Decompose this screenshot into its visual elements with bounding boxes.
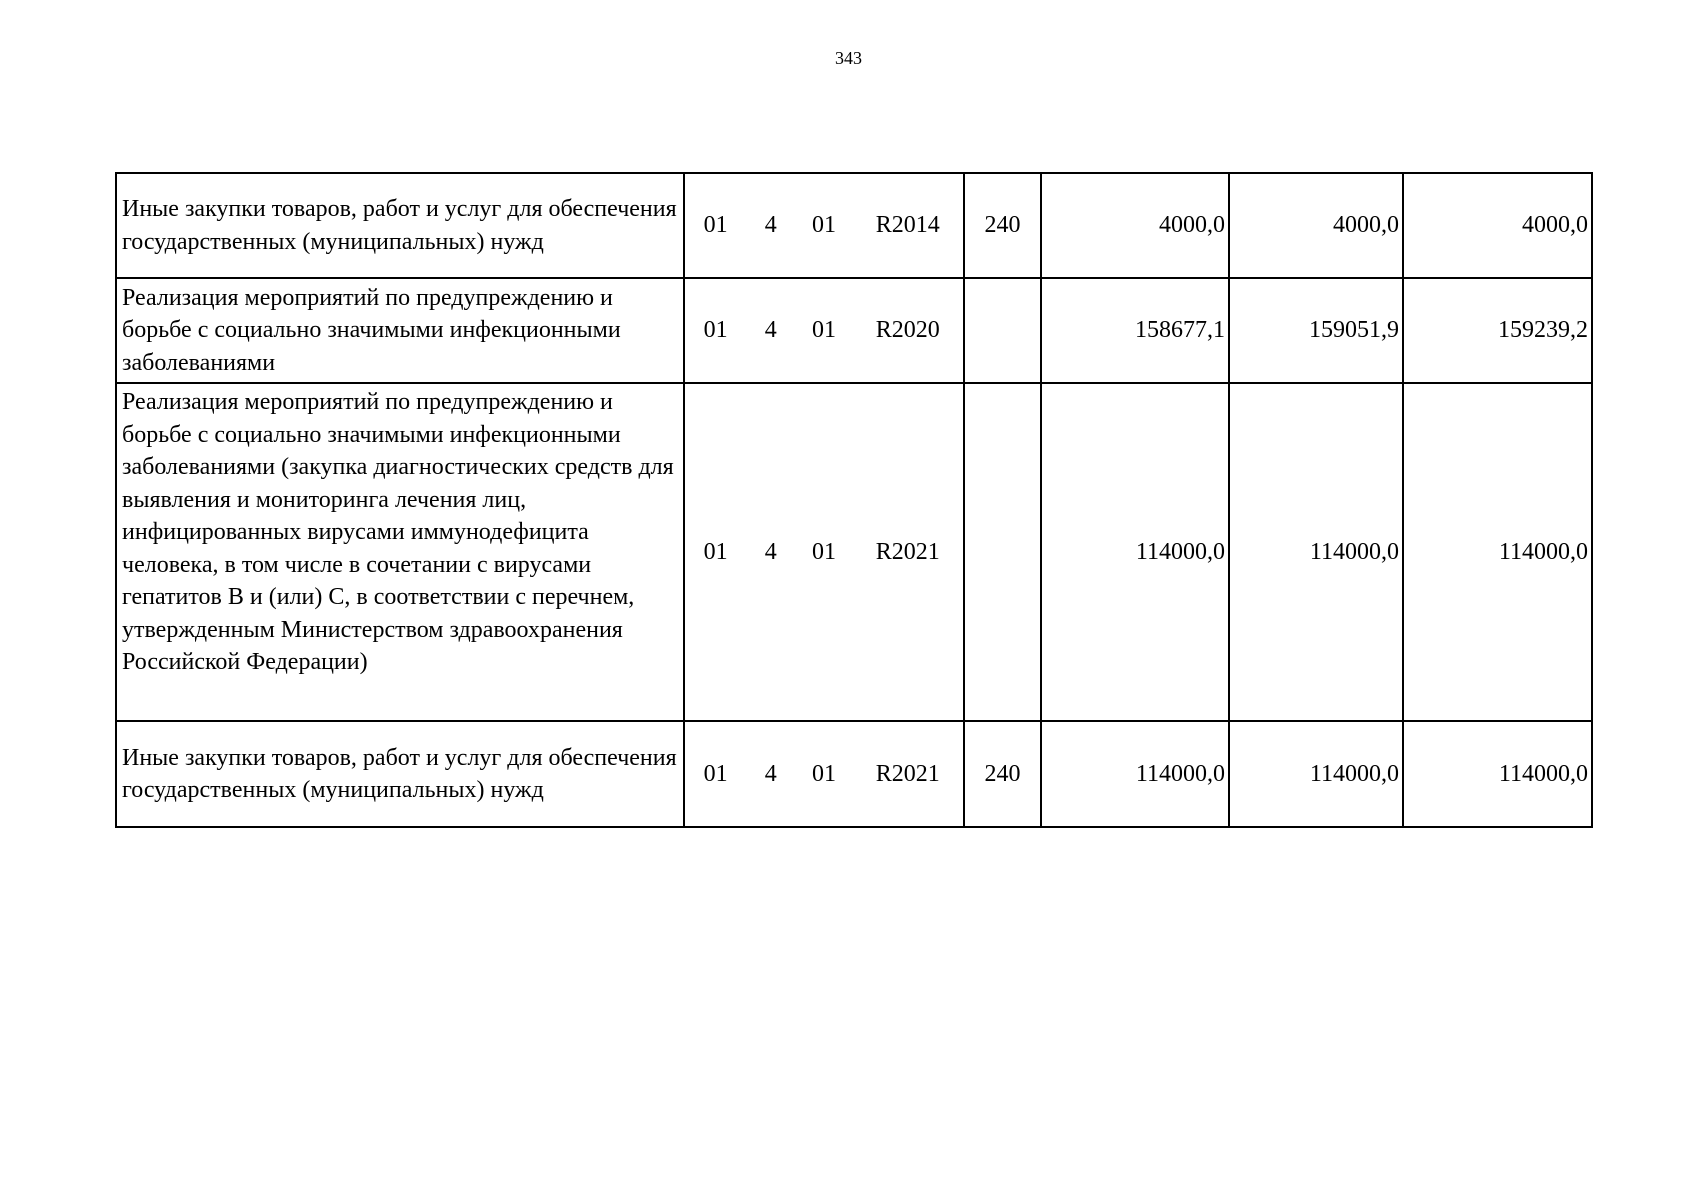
row-description: Реализация мероприятий по предупреждению и борьбе с социально значимыми инфекционными заболеваниями (закупка диагностических средств для выявления и мониторинга лечения лиц, инфицированных вирусами иммунодефицита человека, в том числе в сочетании с вирусами гепатитов B и (или) C, в соответствии с перечнем, утвержденным Министерством здравоохранения Российской Федерации): [116, 383, 684, 721]
event-code: 01: [812, 538, 836, 565]
amount-2: 114000,0: [1229, 721, 1403, 827]
page-number: 343: [835, 48, 862, 68]
direction-code: R2021: [875, 760, 940, 787]
event-code: 01: [812, 317, 836, 344]
amount-3: 4000,0: [1403, 173, 1592, 278]
event-code: 01: [812, 212, 836, 239]
row-description: Иные закупки товаров, работ и услуг для обеспечения государственных (муниципальных) нужд: [116, 721, 684, 827]
direction-code: R2020: [875, 317, 940, 344]
expense-type: 240: [964, 173, 1041, 278]
amount-2: 4000,0: [1229, 173, 1403, 278]
direction-code: R2021: [875, 538, 940, 565]
row-codes: [684, 278, 964, 383]
budget-table: [115, 172, 1593, 828]
row-codes: [684, 721, 964, 827]
amount-1: 158677,1: [1041, 278, 1229, 383]
event-code: 01: [812, 760, 836, 787]
amount-1: 114000,0: [1041, 383, 1229, 721]
subprogram-code: 4: [764, 538, 777, 565]
row-description: Реализация мероприятий по предупреждению и борьбе с социально значимыми инфекционными заболеваниями: [116, 278, 684, 383]
table-row: [116, 383, 1592, 721]
subprogram-code: 4: [764, 317, 777, 344]
subprogram-code: 4: [764, 212, 777, 239]
amount-1: 114000,0: [1041, 721, 1229, 827]
table-row: [116, 278, 1592, 383]
table-row: [116, 173, 1592, 278]
direction-code: R2014: [875, 212, 940, 239]
subprogram-code: 4: [764, 760, 777, 787]
amount-3: 159239,2: [1403, 278, 1592, 383]
amount-2: 159051,9: [1229, 278, 1403, 383]
program-code: 01: [703, 212, 728, 239]
expense-type: 240: [964, 721, 1041, 827]
row-codes: [684, 173, 964, 278]
amount-3: 114000,0: [1403, 383, 1592, 721]
amount-3: 114000,0: [1403, 721, 1592, 827]
program-code: 01: [703, 538, 728, 565]
table-row: [116, 721, 1592, 827]
amount-2: 114000,0: [1229, 383, 1403, 721]
expense-type: [964, 383, 1041, 721]
row-description: Иные закупки товаров, работ и услуг для обеспечения государственных (муниципальных) нужд: [116, 173, 684, 278]
program-code: 01: [703, 317, 728, 344]
expense-type: [964, 278, 1041, 383]
row-codes: [684, 383, 964, 721]
program-code: 01: [703, 760, 728, 787]
amount-1: 4000,0: [1041, 173, 1229, 278]
